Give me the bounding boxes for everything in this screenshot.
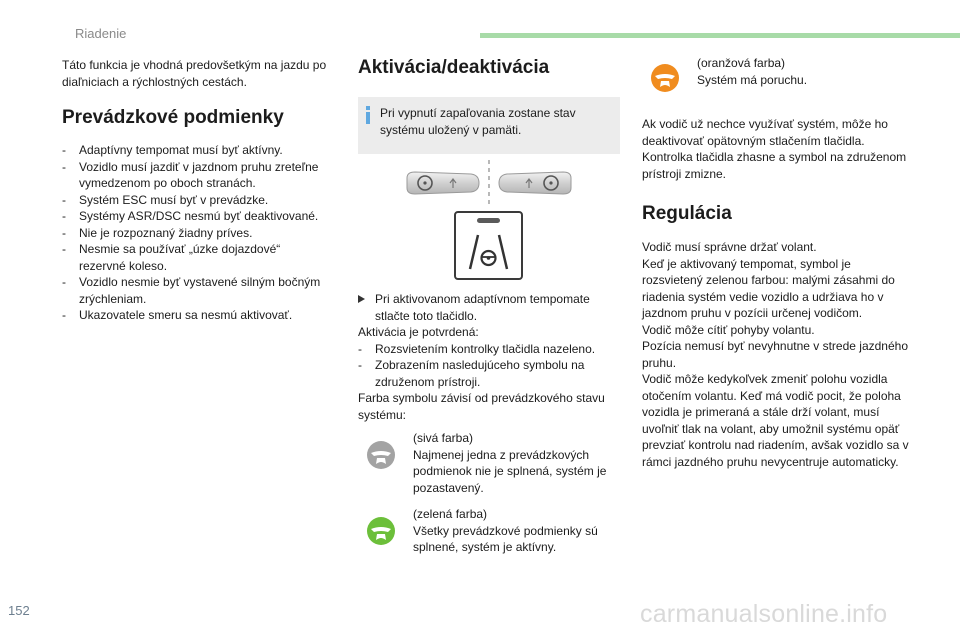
section-title: Riadenie [75,26,127,41]
arrow-bullet-icon [358,295,365,303]
heading-regulation: Regulácia [642,203,732,224]
list-item: - Systémy ASR/DSC nesmú byť deaktivované. [62,208,327,225]
confirm-list [358,341,623,391]
list-item: - Vozidlo nesmie byť vystavené silným bočným zrýchleniam. [62,274,327,307]
list-item: - Ukazovatele smeru sa nesmú aktivovať. [62,307,327,324]
lane-keeping-button-illustration [454,211,523,280]
activation-text [358,291,623,423]
header-accent-bar [480,33,960,38]
regulation-text [642,239,912,470]
list-item: - Adaptívny tempomat musí byť aktívny. [62,142,327,159]
intro-paragraph: Táto funkcia je vhodná predovšetkým na jazdu po diaľniciach a rýchlostných cestách. [62,58,327,89]
symbol-grey-text: (sivá farba) Najmenej jedna z prevádzkových podmienok nie je splnená, systém je pozastavený. [413,431,607,495]
regulation-line: Vodič môže kedykoľvek zmeniť polohu vozidla otočením volantu. Keď má vodič pocit, že poloha vozidla je primeraná a stále drží volant, musí uvoľniť tlak na volant, aby umožnil systému opäť prevziať kontrolu nad riadením, avšak vozidlo sa v rámci jazdného pruhu nevycentruje automaticky. [642,372,909,469]
list-item: - Nesmie sa používať „úzke dojazdové“ rezervné koleso. [62,241,327,274]
deactivation-paragraph: Ak vodič už nechce využívať systém, môže ho deaktivovať opätovným stlačením tlačidla. Kontrolka tlačidla zhasne a symbol na združenom prístroji zmizne. [642,117,907,181]
steering-wheel-grey-icon [364,440,398,470]
heading-operating-conditions: Prevádzkové podmienky [62,107,284,128]
conditions-list [62,142,327,324]
steering-wheel-green-icon [364,516,398,546]
confirm-intro: Aktivácia je potvrdená: [358,325,479,339]
info-text: Pri vypnutí zapaľovania zostane stav systému uložený v pamäti. [380,106,576,137]
list-item: - Rozsvietením kontrolky tlačidla nazeleno. [358,341,623,358]
list-item: - Nie je rozpoznaný žiadny príves. [62,225,327,242]
color-intro: Farba symbolu závisí od prevádzkového stavu systému: [358,391,605,422]
regulation-line: Pozícia nemusí byť nevyhnutne v strede jazdného pruhu. [642,339,908,370]
info-icon [366,106,370,124]
steering-wheel-orange-icon [648,63,682,93]
list-item: - Vozidlo musí jazdiť v jazdnom pruhu zreteľne vymedzenom po oboch stranách. [62,159,327,192]
regulation-line: Vodič musí správne držať volant. [642,240,817,254]
regulation-line: Keď je aktivovaný tempomat, symbol je rozsvietený zelenou farbou: malými zásahmi do riadenia systém vedie vozidlo a udržiava ho v jazdnom pruhu v pozícii určenej vodičom. [642,256,895,320]
symbol-green-text: (zelená farba) Všetky prevádzkové podmienky sú splnené, systém je aktívny. [413,507,598,554]
instruction-item: Pri aktivovanom adaptívnom tempomate stlačte toto tlačidlo. [358,291,623,324]
regulation-line: Vodič môže cítiť pohyby volantu. [642,322,815,337]
list-item: - Systém ESC musí byť v prevádzke. [62,192,327,209]
steering-stalks-illustration [405,160,573,206]
info-box [358,97,620,154]
lane-keeping-icon [456,213,521,278]
symbol-orange-text: (oranžová farba) Systém má poruchu. [697,56,808,87]
heading-activation: Aktivácia/deaktivácia [358,57,550,78]
page-number: 152 [8,603,30,618]
list-item: - Zobrazením nasledujúceho symbolu na združenom prístroji. [358,357,623,390]
watermark: carmanualsonline.info [640,600,888,628]
